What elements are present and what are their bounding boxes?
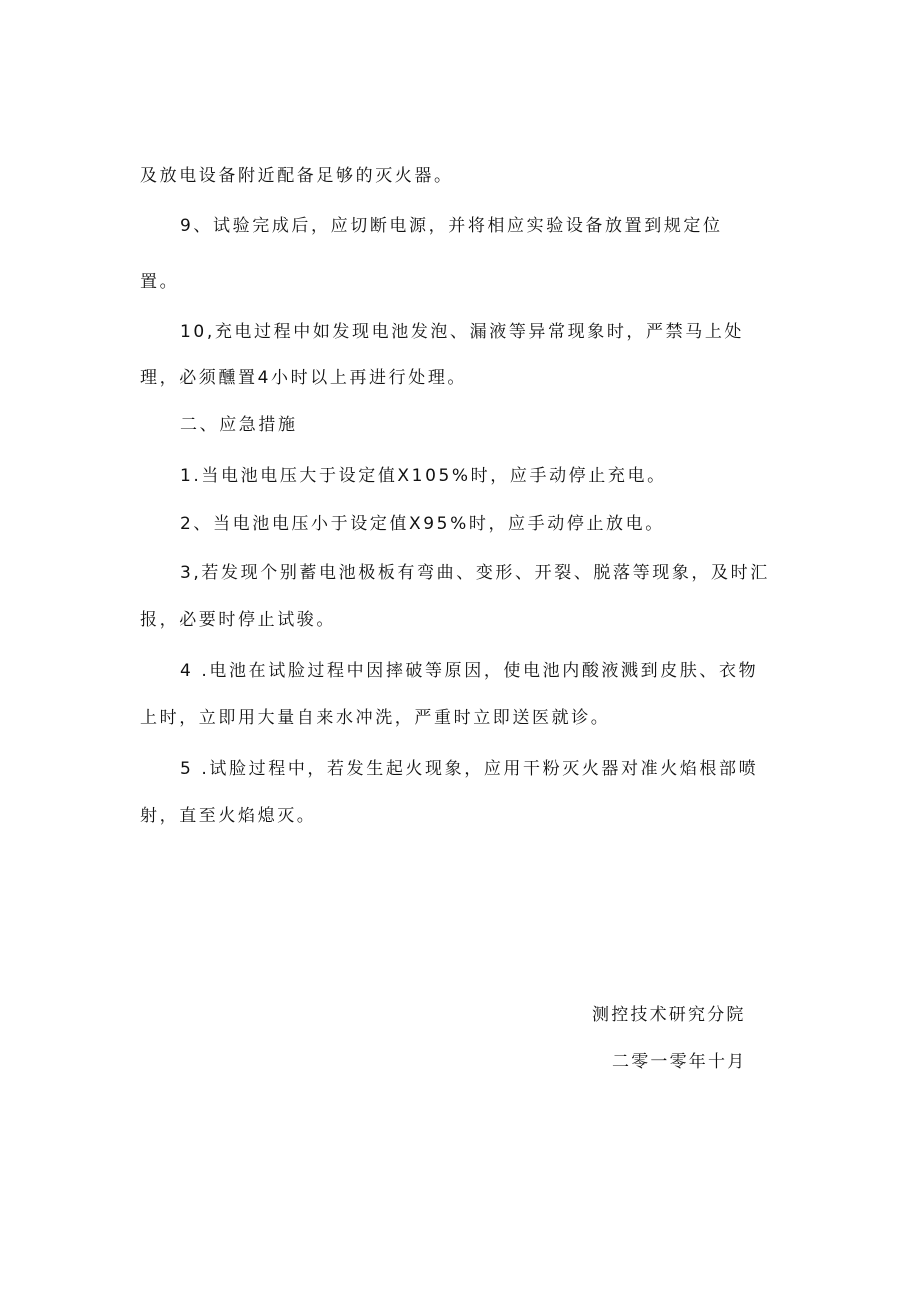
paragraph-line: 理，必须醺置4小时以上再进行处理。 xyxy=(140,368,468,388)
paragraph-line: 报，必要时停止试骏。 xyxy=(140,610,336,630)
paragraph-line: 射，直至火焰熄灭。 xyxy=(140,806,317,826)
paragraph-line: 1.当电池电压大于设定值X105%时，应手动停止充电。 xyxy=(180,466,667,486)
signature-date: 二零一零年十月 xyxy=(612,1052,747,1072)
paragraph-line: 9、试验完成后，应切断电源，并将相应实验设备放置到规定位 xyxy=(180,216,723,236)
section-heading: 二、应急措施 xyxy=(180,415,298,435)
paragraph-line: 4 .电池在试脸过程中因摔破等原因，使电池内酸液溅到皮肤、衣物 xyxy=(180,661,759,681)
paragraph-line: 置。 xyxy=(140,272,180,292)
signature-organization: 测控技术研究分院 xyxy=(592,1005,746,1025)
paragraph-line: 3,若发现个别蓄电池极板有弯曲、变形、开裂、脱落等现象，及时汇 xyxy=(180,563,770,583)
paragraph-line: 2、当电池电压小于设定值X95%时，应手动停止放电。 xyxy=(180,514,665,534)
paragraph-line: 及放电设备附近配备足够的灭火器。 xyxy=(140,166,454,186)
paragraph-line: 10,充电过程中如发现电池发泡、漏液等异常现象时，严禁马上处 xyxy=(180,322,745,342)
paragraph-line: 5 .试脸过程中，若发生起火现象，应用干粉灭火器对准火焰根部喷 xyxy=(180,759,759,779)
paragraph-line: 上时，立即用大量自来水冲洗，严重时立即送医就诊。 xyxy=(140,708,611,728)
